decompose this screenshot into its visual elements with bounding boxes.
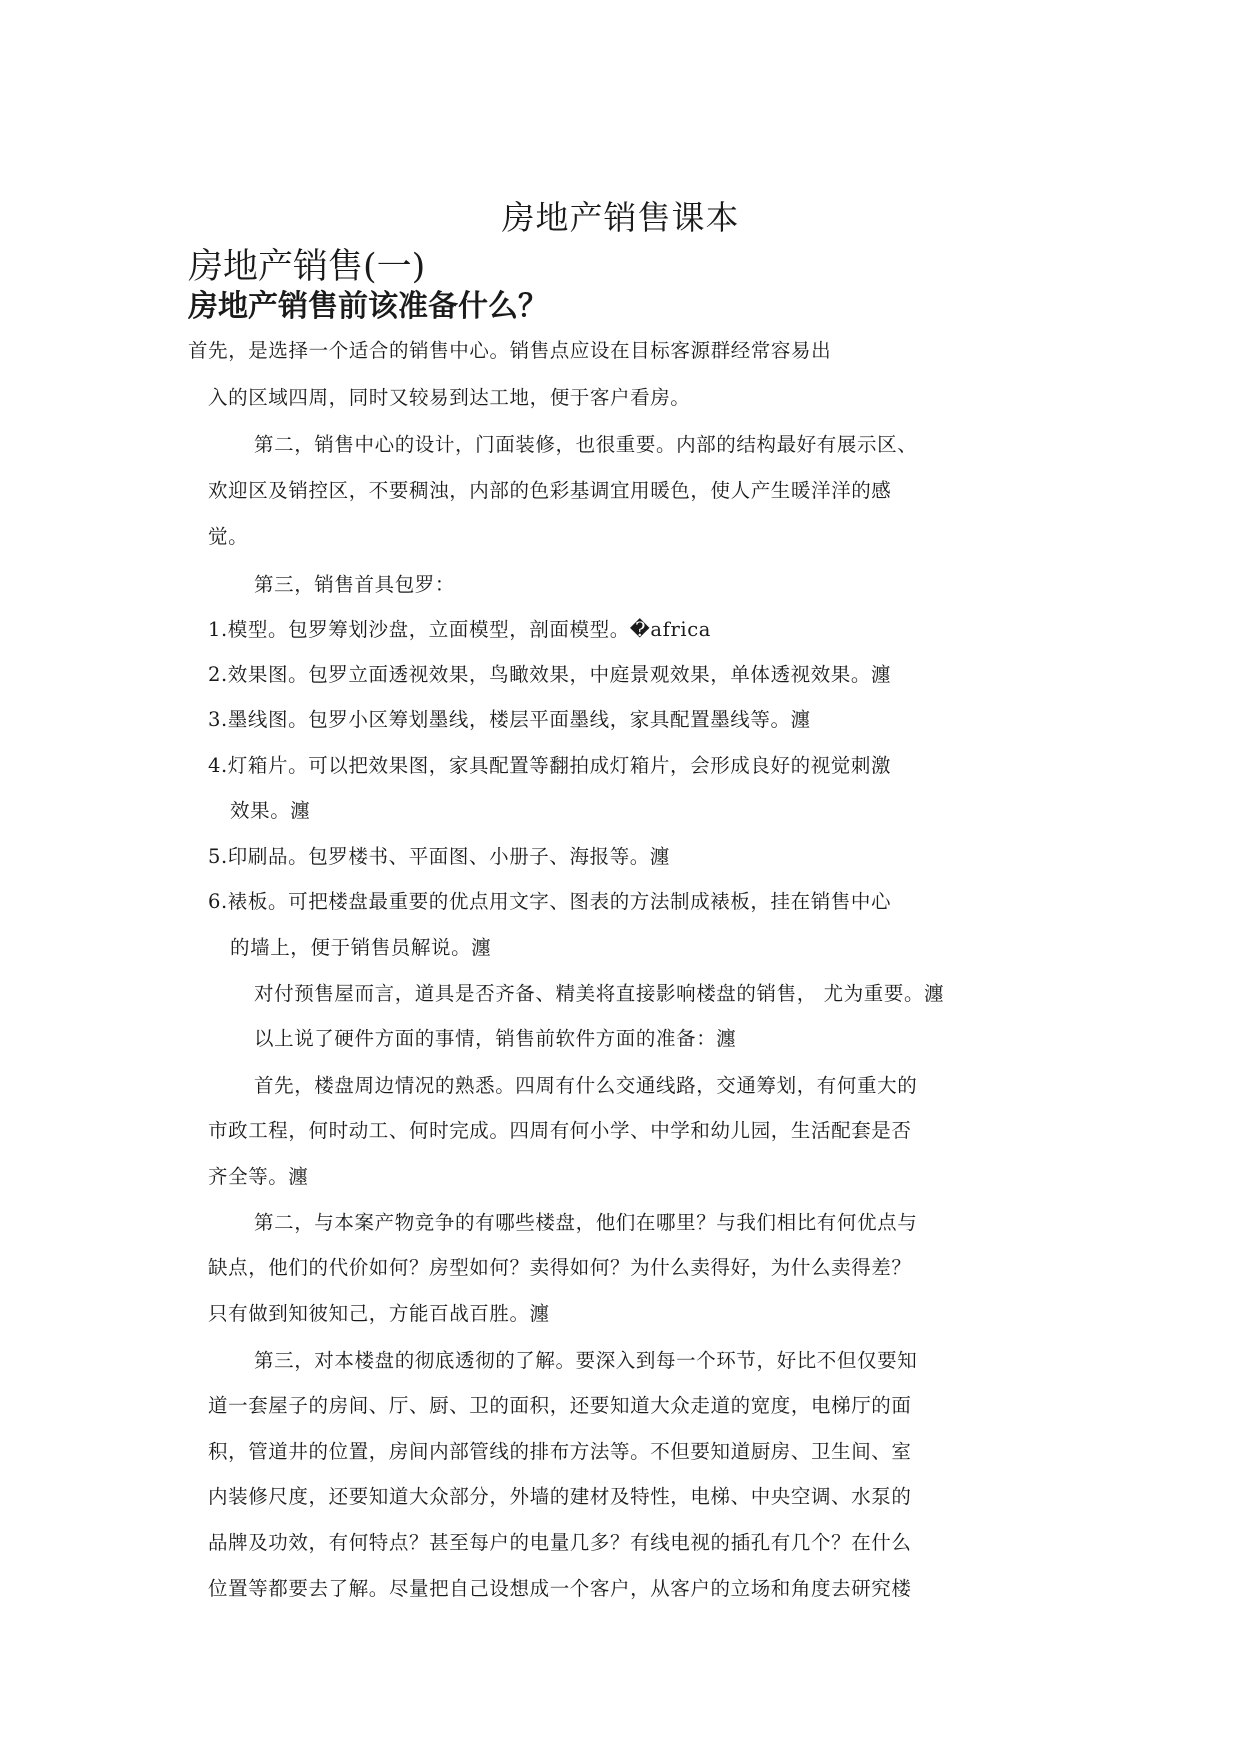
- paragraph-line: 内装修尺度，还要知道大众部分，外墙的建材及特性，电梯、中央空调、水泵的: [208, 1485, 912, 1508]
- subsection-heading: 房地产销售前该准备什么？: [188, 289, 548, 324]
- paragraph-line: 缺点，他们的代价如何？房型如何？卖得如何？为什么卖得好，为什么卖得差？: [208, 1256, 912, 1279]
- paragraph-line: 道一套屋子的房间、厅、厨、卫的面积，还要知道大众走道的宽度，电梯厅的面: [208, 1394, 912, 1417]
- list-item-continuation: 的墙上，便于销售员解说。瀍: [230, 936, 492, 959]
- document-title: 房地产销售课本: [501, 198, 740, 237]
- paragraph-line: 第三，销售首具包罗：: [254, 573, 456, 596]
- paragraph-line: 对付预售屋而言，道具是否齐备、精美将直接影响楼盘的销售， 尤为重要。瀍: [254, 982, 945, 1005]
- list-item: 1.模型。包罗筹划沙盘，立面模型，剖面模型。�africa: [208, 618, 711, 641]
- paragraph-line: 积，管道井的位置，房间内部管线的排布方法等。不但要知道厨房、卫生间、室: [208, 1440, 912, 1463]
- list-item: 2.效果图。包罗立面透视效果，鸟瞰效果，中庭景观效果，单体透视效果。瀍: [208, 663, 892, 686]
- list-item: 4.灯箱片。可以把效果图，家具配置等翻拍成灯箱片，会形成良好的视觉刺激: [208, 754, 892, 777]
- paragraph-line: 首先，是选择一个适合的销售中心。销售点应设在目标客源群经常容易出: [188, 339, 832, 362]
- paragraph-line: 第二，与本案产物竞争的有哪些楼盘，他们在哪里？与我们相比有何优点与: [254, 1211, 918, 1234]
- paragraph-line: 品牌及功效，有何特点？甚至每户的电量几多？有线电视的插孔有几个？在什么: [208, 1531, 912, 1554]
- paragraph-line: 只有做到知彼知己，方能百战百胜。瀍: [208, 1302, 550, 1325]
- list-item: 6.裱板。可把楼盘最重要的优点用文字、图表的方法制成裱板，挂在销售中心: [208, 890, 892, 913]
- paragraph-line: 第三，对本楼盘的彻底透彻的了解。要深入到每一个环节，好比不但仅要知: [254, 1349, 918, 1372]
- paragraph-line: 觉。: [208, 525, 249, 548]
- list-item: 3.墨线图。包罗小区筹划墨线，楼层平面墨线，家具配置墨线等。瀍: [208, 708, 811, 731]
- paragraph-line: 欢迎区及销控区，不要稠浊，内部的色彩基调宜用暖色，使人产生暖洋洋的感: [208, 479, 892, 502]
- list-item: 5.印刷品。包罗楼书、平面图、小册子、海报等。瀍: [208, 845, 671, 868]
- list-item-continuation: 效果。瀍: [230, 799, 311, 822]
- paragraph-line: 入的区域四周，同时又较易到达工地，便于客户看房。: [208, 386, 691, 409]
- paragraph-line: 首先，楼盘周边情况的熟悉。四周有什么交通线路，交通筹划，有何重大的: [254, 1074, 918, 1097]
- paragraph-line: 位置等都要去了解。尽量把自己设想成一个客户，从客户的立场和角度去研究楼: [208, 1577, 912, 1600]
- paragraph-line: 市政工程，何时动工、何时完成。四周有何小学、中学和幼儿园，生活配套是否: [208, 1119, 912, 1142]
- paragraph-line: 第二，销售中心的设计，门面装修，也很重要。内部的结构最好有展示区、: [254, 433, 918, 456]
- section-heading: 房地产销售(一): [188, 247, 426, 287]
- paragraph-line: 齐全等。瀍: [208, 1165, 309, 1188]
- paragraph-line: 以上说了硬件方面的事情，销售前软件方面的准备：瀍: [254, 1027, 737, 1050]
